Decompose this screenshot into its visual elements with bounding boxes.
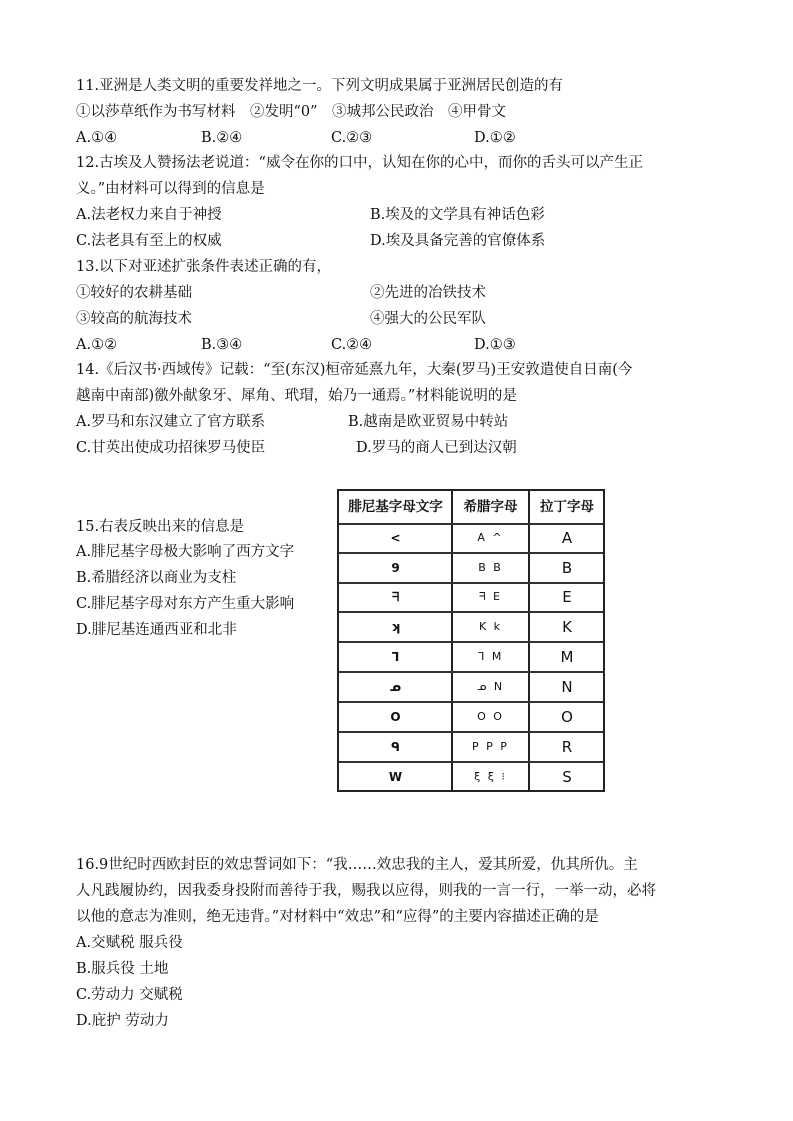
- q12-options-row2: [76, 231, 726, 251]
- table-cell-phoenician: ᒣ: [391, 650, 400, 664]
- table-header-phoenician: 腓尼基字母文字: [348, 499, 443, 515]
- table-cell-greek: ᖷ E: [479, 590, 502, 603]
- table-cell-greek: ᒣ M: [477, 650, 504, 663]
- table-cell-phoenician: W: [388, 770, 403, 784]
- table-cell-phoenician: ᖷ: [391, 590, 400, 604]
- q13-item-4: ④强大的公民军队: [370, 311, 486, 327]
- alphabet-table: [337, 489, 605, 792]
- table-cell-greek: O O: [477, 710, 504, 723]
- q14-stem-line2: 越南中南部)徼外献象牙、犀角、玳瑁，始乃一通焉。”材料能说明的是: [76, 388, 517, 404]
- table-cell-greek: B B: [478, 561, 503, 574]
- q12-option-b[interactable]: B.埃及的文学具有神话色彩: [370, 207, 545, 223]
- q16-stem-line1: 16.9世纪时西欧封臣的效忠誓词如下：“我……效忠我的主人，爱其所爱，仇其所仇。主: [76, 857, 638, 873]
- table-cell-latin: O: [561, 708, 573, 726]
- table-cell-greek: P P P: [472, 740, 509, 753]
- q12-option-c[interactable]: C.法老具有至上的权威: [76, 233, 222, 249]
- table-cell-latin: A: [561, 529, 573, 547]
- q15-option-c[interactable]: C.腓尼基字母对东方产生重大影响: [76, 596, 295, 612]
- q14-stem-line1: 14.《后汉书·西域传》记载：“至(东汉)桓帝延熹九年，大秦(罗马)王安敦遣使自日南(今: [76, 362, 633, 378]
- q13-options: [76, 335, 726, 355]
- q14-option-a[interactable]: A.罗马和东汉建立了官方联系: [76, 414, 266, 430]
- table-cell-phoenician: ʞ: [391, 620, 400, 634]
- table-cell-greek: K k: [478, 620, 503, 633]
- q12-option-d[interactable]: D.埃及具备完善的官僚体系: [370, 233, 546, 249]
- table-cell-greek: ξ ξ ⁝: [474, 770, 507, 783]
- q16-option-c[interactable]: C.劳动力 交赋税: [76, 987, 183, 1003]
- q16-option-d[interactable]: D.庇护 劳动力: [76, 1013, 169, 1029]
- q15-stem: 15.右表反映出来的信息是: [76, 519, 245, 535]
- q12-stem-line2: 义。”由材料可以得到的信息是: [76, 181, 265, 197]
- table-cell-latin: N: [561, 678, 573, 696]
- q13-option-d[interactable]: D.①③: [474, 337, 516, 353]
- table-cell-phoenician: ᑫ: [391, 740, 400, 754]
- q16-stem-line2: 人凡践履协约，因我委身投附而善待于我，赐我以应得，则我的一言一行，一举一动，必将: [76, 883, 656, 899]
- q16-stem-line3: 以他的意志为准则，绝无违背。”对材料中“效忠”和“应得”的主要内容描述正确的是: [76, 909, 599, 925]
- table-cell-latin: E: [562, 588, 572, 606]
- table-cell-phoenician: ᓄ: [389, 680, 402, 694]
- q15-option-a[interactable]: A.腓尼基字母极大影响了西方文字: [76, 544, 295, 560]
- q13-items-row1: [76, 283, 726, 303]
- q13-item-2: ②先进的冶铁技术: [370, 285, 486, 301]
- q12-option-a[interactable]: A.法老权力来自于神授: [76, 207, 222, 223]
- q15-option-d[interactable]: D.腓尼基连通西亚和北非: [76, 622, 237, 638]
- table-header-latin: 拉丁字母: [540, 499, 594, 515]
- table-cell-latin: B: [561, 559, 573, 577]
- q13-option-a[interactable]: A.①②: [76, 337, 118, 353]
- table-cell-phoenician: O: [390, 710, 401, 724]
- q13-items-row2: [76, 309, 726, 329]
- q11-stem: 11.亚洲是人类文明的重要发祥地之一。下列文明成果属于亚洲居民创造的有: [76, 78, 564, 94]
- q14-options-row2: [76, 438, 726, 458]
- q11-option-b[interactable]: B.②④: [201, 130, 243, 146]
- q13-option-c[interactable]: C.②④: [331, 337, 373, 353]
- table-cell-latin: S: [562, 768, 572, 786]
- q16-option-b[interactable]: B.服兵役 土地: [76, 961, 169, 977]
- q14-options-row1: [76, 412, 726, 432]
- q14-option-c[interactable]: C.甘英出使成功招徕罗马使臣: [76, 440, 266, 456]
- q13-stem: 13.以下对亚述扩张条件表述正确的有，: [76, 259, 332, 275]
- q13-option-b[interactable]: B.③④: [201, 337, 243, 353]
- q13-item-1: ①较好的农耕基础: [76, 285, 192, 301]
- q16-option-a[interactable]: A.交赋税 服兵役: [76, 935, 183, 951]
- q11-option-c[interactable]: C.②③: [331, 130, 373, 146]
- table-cell-latin: K: [562, 618, 572, 636]
- q13-item-3: ③较高的航海技术: [76, 311, 192, 327]
- q15-option-b[interactable]: B.希腊经济以商业为支柱: [76, 570, 237, 586]
- q11-option-d[interactable]: D.①②: [474, 130, 516, 146]
- table-cell-greek: A ^: [477, 531, 504, 544]
- table-cell-latin: R: [561, 738, 573, 756]
- table-cell-phoenician: 9: [391, 561, 400, 575]
- table-cell-greek: ᓄ N: [476, 680, 505, 693]
- table-cell-phoenician: <: [390, 531, 401, 545]
- q14-option-b[interactable]: B.越南是欧亚贸易中转站: [348, 414, 509, 430]
- q12-options-row1: [76, 205, 726, 225]
- q11-option-a[interactable]: A.①④: [76, 130, 118, 146]
- q11-options: [76, 128, 726, 148]
- q14-option-d[interactable]: D.罗马的商人已到达汉朝: [356, 440, 517, 456]
- table-cell-latin: M: [560, 648, 574, 666]
- q12-stem-line1: 12.古埃及人赞扬法老说道：“威令在你的口中，认知在你的心中，而你的舌头可以产生正: [76, 155, 643, 171]
- q11-items: ①以莎草纸作为书写材料 ②发明“0” ③城邦公民政治 ④甲骨文: [76, 104, 507, 120]
- table-header-greek: 希腊字母: [463, 499, 518, 515]
